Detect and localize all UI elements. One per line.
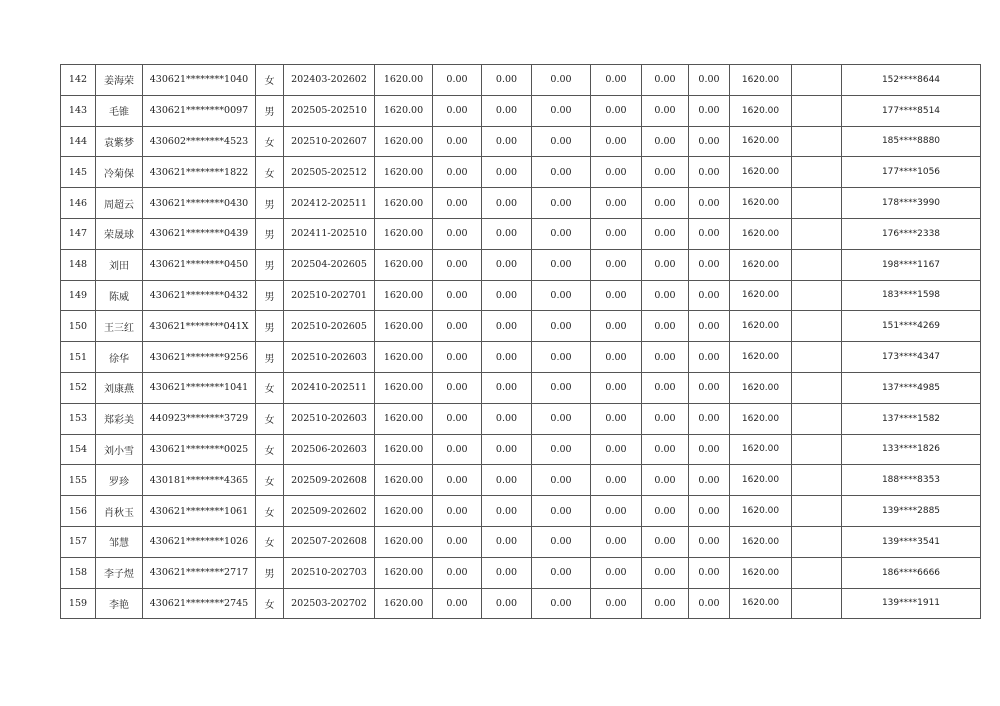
name-cell: 刘康燕 bbox=[96, 372, 143, 403]
table-row bbox=[61, 434, 981, 465]
value-cell-1: 0.00 bbox=[433, 65, 482, 96]
phone-cell: 185****8880 bbox=[842, 126, 981, 157]
total-cell: 1620.00 bbox=[730, 372, 792, 403]
amount-cell: 1620.00 bbox=[375, 65, 433, 96]
gender-cell: 女 bbox=[256, 465, 284, 496]
gender-cell: 男 bbox=[256, 218, 284, 249]
value-cell-3: 0.00 bbox=[532, 157, 591, 188]
total-cell: 1620.00 bbox=[730, 95, 792, 126]
blank-cell bbox=[792, 403, 842, 434]
total-cell: 1620.00 bbox=[730, 311, 792, 342]
value-cell-1: 0.00 bbox=[433, 372, 482, 403]
blank-cell bbox=[792, 372, 842, 403]
period-cell: 202507-202608 bbox=[284, 526, 375, 557]
id-number-cell: 440923********3729 bbox=[143, 403, 256, 434]
value-cell-5: 0.00 bbox=[642, 126, 689, 157]
phone-cell: 137****1582 bbox=[842, 403, 981, 434]
period-cell: 202509-202602 bbox=[284, 496, 375, 527]
table-row bbox=[61, 311, 981, 342]
value-cell-4: 0.00 bbox=[591, 526, 642, 557]
table-row bbox=[61, 342, 981, 373]
blank-cell bbox=[792, 188, 842, 219]
phone-cell: 183****1598 bbox=[842, 280, 981, 311]
value-cell-2: 0.00 bbox=[482, 249, 532, 280]
name-cell: 邹慧 bbox=[96, 526, 143, 557]
total-cell: 1620.00 bbox=[730, 557, 792, 588]
value-cell-4: 0.00 bbox=[591, 249, 642, 280]
value-cell-2: 0.00 bbox=[482, 434, 532, 465]
blank-cell bbox=[792, 311, 842, 342]
name-cell: 李子煜 bbox=[96, 557, 143, 588]
value-cell-5: 0.00 bbox=[642, 588, 689, 619]
gender-cell: 男 bbox=[256, 557, 284, 588]
period-cell: 202411-202510 bbox=[284, 218, 375, 249]
value-cell-3: 0.00 bbox=[532, 311, 591, 342]
table-body bbox=[61, 65, 981, 619]
gender-cell: 女 bbox=[256, 126, 284, 157]
value-cell-2: 0.00 bbox=[482, 126, 532, 157]
subsidy-table bbox=[60, 64, 981, 619]
name-cell: 毛锥 bbox=[96, 95, 143, 126]
table-row bbox=[61, 95, 981, 126]
amount-cell: 1620.00 bbox=[375, 557, 433, 588]
period-cell: 202505-202512 bbox=[284, 157, 375, 188]
id-number-cell: 430621********0025 bbox=[143, 434, 256, 465]
blank-cell bbox=[792, 280, 842, 311]
name-cell: 李艳 bbox=[96, 588, 143, 619]
blank-cell bbox=[792, 588, 842, 619]
name-cell: 冷菊保 bbox=[96, 157, 143, 188]
row-number-cell: 147 bbox=[61, 218, 96, 249]
value-cell-6: 0.00 bbox=[689, 372, 730, 403]
id-number-cell: 430621********1061 bbox=[143, 496, 256, 527]
total-cell: 1620.00 bbox=[730, 188, 792, 219]
phone-cell: 186****6666 bbox=[842, 557, 981, 588]
value-cell-1: 0.00 bbox=[433, 588, 482, 619]
table-row bbox=[61, 403, 981, 434]
total-cell: 1620.00 bbox=[730, 496, 792, 527]
table-row bbox=[61, 218, 981, 249]
value-cell-3: 0.00 bbox=[532, 557, 591, 588]
value-cell-4: 0.00 bbox=[591, 280, 642, 311]
value-cell-3: 0.00 bbox=[532, 95, 591, 126]
phone-cell: 177****1056 bbox=[842, 157, 981, 188]
table-row bbox=[61, 249, 981, 280]
blank-cell bbox=[792, 342, 842, 373]
period-cell: 202510-202607 bbox=[284, 126, 375, 157]
value-cell-5: 0.00 bbox=[642, 342, 689, 373]
gender-cell: 女 bbox=[256, 403, 284, 434]
value-cell-1: 0.00 bbox=[433, 311, 482, 342]
table-row bbox=[61, 496, 981, 527]
row-number-cell: 155 bbox=[61, 465, 96, 496]
value-cell-2: 0.00 bbox=[482, 311, 532, 342]
value-cell-6: 0.00 bbox=[689, 65, 730, 96]
value-cell-4: 0.00 bbox=[591, 465, 642, 496]
value-cell-6: 0.00 bbox=[689, 188, 730, 219]
name-cell: 郑彩美 bbox=[96, 403, 143, 434]
value-cell-2: 0.00 bbox=[482, 95, 532, 126]
blank-cell bbox=[792, 557, 842, 588]
row-number-cell: 157 bbox=[61, 526, 96, 557]
row-number-cell: 145 bbox=[61, 157, 96, 188]
amount-cell: 1620.00 bbox=[375, 218, 433, 249]
phone-cell: 139****1911 bbox=[842, 588, 981, 619]
id-number-cell: 430621********0097 bbox=[143, 95, 256, 126]
table-row bbox=[61, 280, 981, 311]
value-cell-1: 0.00 bbox=[433, 188, 482, 219]
gender-cell: 男 bbox=[256, 188, 284, 219]
period-cell: 202510-202603 bbox=[284, 403, 375, 434]
value-cell-1: 0.00 bbox=[433, 280, 482, 311]
row-number-cell: 142 bbox=[61, 65, 96, 96]
blank-cell bbox=[792, 218, 842, 249]
value-cell-4: 0.00 bbox=[591, 403, 642, 434]
value-cell-3: 0.00 bbox=[532, 342, 591, 373]
table-row bbox=[61, 372, 981, 403]
table-row bbox=[61, 588, 981, 619]
value-cell-3: 0.00 bbox=[532, 249, 591, 280]
gender-cell: 女 bbox=[256, 65, 284, 96]
phone-cell: 133****1826 bbox=[842, 434, 981, 465]
value-cell-3: 0.00 bbox=[532, 65, 591, 96]
row-number-cell: 153 bbox=[61, 403, 96, 434]
gender-cell: 女 bbox=[256, 526, 284, 557]
value-cell-1: 0.00 bbox=[433, 342, 482, 373]
value-cell-5: 0.00 bbox=[642, 372, 689, 403]
row-number-cell: 150 bbox=[61, 311, 96, 342]
phone-cell: 137****4985 bbox=[842, 372, 981, 403]
value-cell-5: 0.00 bbox=[642, 557, 689, 588]
value-cell-6: 0.00 bbox=[689, 496, 730, 527]
gender-cell: 女 bbox=[256, 372, 284, 403]
total-cell: 1620.00 bbox=[730, 342, 792, 373]
total-cell: 1620.00 bbox=[730, 65, 792, 96]
amount-cell: 1620.00 bbox=[375, 280, 433, 311]
amount-cell: 1620.00 bbox=[375, 95, 433, 126]
value-cell-2: 0.00 bbox=[482, 280, 532, 311]
period-cell: 202506-202603 bbox=[284, 434, 375, 465]
value-cell-6: 0.00 bbox=[689, 434, 730, 465]
value-cell-2: 0.00 bbox=[482, 65, 532, 96]
amount-cell: 1620.00 bbox=[375, 188, 433, 219]
gender-cell: 女 bbox=[256, 434, 284, 465]
blank-cell bbox=[792, 526, 842, 557]
value-cell-4: 0.00 bbox=[591, 434, 642, 465]
id-number-cell: 430621********1041 bbox=[143, 372, 256, 403]
value-cell-5: 0.00 bbox=[642, 465, 689, 496]
value-cell-5: 0.00 bbox=[642, 434, 689, 465]
phone-cell: 188****8353 bbox=[842, 465, 981, 496]
phone-cell: 151****4269 bbox=[842, 311, 981, 342]
id-number-cell: 430602********4523 bbox=[143, 126, 256, 157]
gender-cell: 女 bbox=[256, 588, 284, 619]
value-cell-2: 0.00 bbox=[482, 157, 532, 188]
row-number-cell: 143 bbox=[61, 95, 96, 126]
phone-cell: 178****3990 bbox=[842, 188, 981, 219]
id-number-cell: 430621********0432 bbox=[143, 280, 256, 311]
value-cell-2: 0.00 bbox=[482, 465, 532, 496]
row-number-cell: 159 bbox=[61, 588, 96, 619]
row-number-cell: 151 bbox=[61, 342, 96, 373]
period-cell: 202403-202602 bbox=[284, 65, 375, 96]
row-number-cell: 154 bbox=[61, 434, 96, 465]
value-cell-4: 0.00 bbox=[591, 342, 642, 373]
phone-cell: 173****4347 bbox=[842, 342, 981, 373]
value-cell-3: 0.00 bbox=[532, 188, 591, 219]
value-cell-3: 0.00 bbox=[532, 126, 591, 157]
id-number-cell: 430621********1040 bbox=[143, 65, 256, 96]
value-cell-3: 0.00 bbox=[532, 496, 591, 527]
value-cell-3: 0.00 bbox=[532, 526, 591, 557]
total-cell: 1620.00 bbox=[730, 434, 792, 465]
value-cell-4: 0.00 bbox=[591, 65, 642, 96]
period-cell: 202509-202608 bbox=[284, 465, 375, 496]
value-cell-5: 0.00 bbox=[642, 249, 689, 280]
total-cell: 1620.00 bbox=[730, 126, 792, 157]
total-cell: 1620.00 bbox=[730, 280, 792, 311]
gender-cell: 女 bbox=[256, 496, 284, 527]
value-cell-2: 0.00 bbox=[482, 342, 532, 373]
id-number-cell: 430621********041X bbox=[143, 311, 256, 342]
value-cell-3: 0.00 bbox=[532, 280, 591, 311]
value-cell-6: 0.00 bbox=[689, 342, 730, 373]
value-cell-2: 0.00 bbox=[482, 403, 532, 434]
value-cell-6: 0.00 bbox=[689, 95, 730, 126]
phone-cell: 139****3541 bbox=[842, 526, 981, 557]
value-cell-2: 0.00 bbox=[482, 372, 532, 403]
value-cell-1: 0.00 bbox=[433, 526, 482, 557]
phone-cell: 176****2338 bbox=[842, 218, 981, 249]
name-cell: 袁紫梦 bbox=[96, 126, 143, 157]
period-cell: 202410-202511 bbox=[284, 372, 375, 403]
value-cell-3: 0.00 bbox=[532, 218, 591, 249]
amount-cell: 1620.00 bbox=[375, 588, 433, 619]
value-cell-1: 0.00 bbox=[433, 557, 482, 588]
value-cell-5: 0.00 bbox=[642, 95, 689, 126]
value-cell-3: 0.00 bbox=[532, 434, 591, 465]
value-cell-5: 0.00 bbox=[642, 526, 689, 557]
name-cell: 姜海荣 bbox=[96, 65, 143, 96]
period-cell: 202510-202701 bbox=[284, 280, 375, 311]
value-cell-3: 0.00 bbox=[532, 588, 591, 619]
blank-cell bbox=[792, 496, 842, 527]
period-cell: 202510-202703 bbox=[284, 557, 375, 588]
table-row bbox=[61, 157, 981, 188]
value-cell-1: 0.00 bbox=[433, 496, 482, 527]
table-row bbox=[61, 526, 981, 557]
row-number-cell: 144 bbox=[61, 126, 96, 157]
amount-cell: 1620.00 bbox=[375, 157, 433, 188]
value-cell-3: 0.00 bbox=[532, 372, 591, 403]
name-cell: 王三红 bbox=[96, 311, 143, 342]
table-row bbox=[61, 65, 981, 96]
value-cell-6: 0.00 bbox=[689, 557, 730, 588]
id-number-cell: 430621********2745 bbox=[143, 588, 256, 619]
row-number-cell: 152 bbox=[61, 372, 96, 403]
name-cell: 周超云 bbox=[96, 188, 143, 219]
amount-cell: 1620.00 bbox=[375, 311, 433, 342]
total-cell: 1620.00 bbox=[730, 157, 792, 188]
id-number-cell: 430621********2717 bbox=[143, 557, 256, 588]
value-cell-1: 0.00 bbox=[433, 249, 482, 280]
table-row bbox=[61, 557, 981, 588]
value-cell-2: 0.00 bbox=[482, 588, 532, 619]
amount-cell: 1620.00 bbox=[375, 465, 433, 496]
value-cell-2: 0.00 bbox=[482, 188, 532, 219]
gender-cell: 女 bbox=[256, 157, 284, 188]
name-cell: 陈威 bbox=[96, 280, 143, 311]
name-cell: 荣晟球 bbox=[96, 218, 143, 249]
row-number-cell: 156 bbox=[61, 496, 96, 527]
row-number-cell: 158 bbox=[61, 557, 96, 588]
value-cell-6: 0.00 bbox=[689, 526, 730, 557]
value-cell-6: 0.00 bbox=[689, 311, 730, 342]
total-cell: 1620.00 bbox=[730, 588, 792, 619]
value-cell-2: 0.00 bbox=[482, 526, 532, 557]
value-cell-5: 0.00 bbox=[642, 188, 689, 219]
blank-cell bbox=[792, 157, 842, 188]
value-cell-1: 0.00 bbox=[433, 434, 482, 465]
value-cell-1: 0.00 bbox=[433, 95, 482, 126]
amount-cell: 1620.00 bbox=[375, 434, 433, 465]
value-cell-6: 0.00 bbox=[689, 280, 730, 311]
id-number-cell: 430621********0430 bbox=[143, 188, 256, 219]
row-number-cell: 148 bbox=[61, 249, 96, 280]
value-cell-1: 0.00 bbox=[433, 465, 482, 496]
blank-cell bbox=[792, 126, 842, 157]
id-number-cell: 430621********0450 bbox=[143, 249, 256, 280]
table-row bbox=[61, 126, 981, 157]
value-cell-3: 0.00 bbox=[532, 465, 591, 496]
period-cell: 202504-202605 bbox=[284, 249, 375, 280]
value-cell-1: 0.00 bbox=[433, 157, 482, 188]
id-number-cell: 430621********1822 bbox=[143, 157, 256, 188]
name-cell: 徐华 bbox=[96, 342, 143, 373]
value-cell-4: 0.00 bbox=[591, 218, 642, 249]
value-cell-5: 0.00 bbox=[642, 496, 689, 527]
value-cell-4: 0.00 bbox=[591, 188, 642, 219]
name-cell: 刘田 bbox=[96, 249, 143, 280]
value-cell-1: 0.00 bbox=[433, 126, 482, 157]
value-cell-3: 0.00 bbox=[532, 403, 591, 434]
phone-cell: 198****1167 bbox=[842, 249, 981, 280]
blank-cell bbox=[792, 95, 842, 126]
gender-cell: 男 bbox=[256, 311, 284, 342]
period-cell: 202510-202603 bbox=[284, 342, 375, 373]
amount-cell: 1620.00 bbox=[375, 372, 433, 403]
value-cell-4: 0.00 bbox=[591, 588, 642, 619]
blank-cell bbox=[792, 249, 842, 280]
gender-cell: 男 bbox=[256, 342, 284, 373]
value-cell-1: 0.00 bbox=[433, 403, 482, 434]
name-cell: 罗珍 bbox=[96, 465, 143, 496]
gender-cell: 男 bbox=[256, 280, 284, 311]
phone-cell: 152****8644 bbox=[842, 65, 981, 96]
total-cell: 1620.00 bbox=[730, 526, 792, 557]
total-cell: 1620.00 bbox=[730, 249, 792, 280]
value-cell-2: 0.00 bbox=[482, 218, 532, 249]
name-cell: 肖秋玉 bbox=[96, 496, 143, 527]
value-cell-4: 0.00 bbox=[591, 95, 642, 126]
value-cell-1: 0.00 bbox=[433, 218, 482, 249]
value-cell-6: 0.00 bbox=[689, 403, 730, 434]
id-number-cell: 430621********0439 bbox=[143, 218, 256, 249]
value-cell-2: 0.00 bbox=[482, 557, 532, 588]
id-number-cell: 430181********4365 bbox=[143, 465, 256, 496]
amount-cell: 1620.00 bbox=[375, 126, 433, 157]
value-cell-6: 0.00 bbox=[689, 126, 730, 157]
value-cell-5: 0.00 bbox=[642, 65, 689, 96]
period-cell: 202503-202702 bbox=[284, 588, 375, 619]
value-cell-5: 0.00 bbox=[642, 403, 689, 434]
row-number-cell: 149 bbox=[61, 280, 96, 311]
id-number-cell: 430621********9256 bbox=[143, 342, 256, 373]
blank-cell bbox=[792, 65, 842, 96]
total-cell: 1620.00 bbox=[730, 465, 792, 496]
period-cell: 202412-202511 bbox=[284, 188, 375, 219]
value-cell-6: 0.00 bbox=[689, 249, 730, 280]
value-cell-5: 0.00 bbox=[642, 311, 689, 342]
value-cell-2: 0.00 bbox=[482, 496, 532, 527]
gender-cell: 男 bbox=[256, 249, 284, 280]
value-cell-4: 0.00 bbox=[591, 311, 642, 342]
id-number-cell: 430621********1026 bbox=[143, 526, 256, 557]
phone-cell: 177****8514 bbox=[842, 95, 981, 126]
amount-cell: 1620.00 bbox=[375, 403, 433, 434]
period-cell: 202510-202605 bbox=[284, 311, 375, 342]
amount-cell: 1620.00 bbox=[375, 342, 433, 373]
phone-cell: 139****2885 bbox=[842, 496, 981, 527]
value-cell-6: 0.00 bbox=[689, 157, 730, 188]
gender-cell: 男 bbox=[256, 95, 284, 126]
total-cell: 1620.00 bbox=[730, 403, 792, 434]
name-cell: 刘小雪 bbox=[96, 434, 143, 465]
value-cell-5: 0.00 bbox=[642, 280, 689, 311]
amount-cell: 1620.00 bbox=[375, 249, 433, 280]
row-number-cell: 146 bbox=[61, 188, 96, 219]
value-cell-6: 0.00 bbox=[689, 588, 730, 619]
value-cell-4: 0.00 bbox=[591, 372, 642, 403]
value-cell-4: 0.00 bbox=[591, 557, 642, 588]
blank-cell bbox=[792, 434, 842, 465]
value-cell-6: 0.00 bbox=[689, 218, 730, 249]
table-row bbox=[61, 188, 981, 219]
value-cell-4: 0.00 bbox=[591, 126, 642, 157]
total-cell: 1620.00 bbox=[730, 218, 792, 249]
value-cell-4: 0.00 bbox=[591, 496, 642, 527]
amount-cell: 1620.00 bbox=[375, 496, 433, 527]
value-cell-4: 0.00 bbox=[591, 157, 642, 188]
value-cell-6: 0.00 bbox=[689, 465, 730, 496]
value-cell-5: 0.00 bbox=[642, 157, 689, 188]
blank-cell bbox=[792, 465, 842, 496]
value-cell-5: 0.00 bbox=[642, 218, 689, 249]
amount-cell: 1620.00 bbox=[375, 526, 433, 557]
table-row bbox=[61, 465, 981, 496]
period-cell: 202505-202510 bbox=[284, 95, 375, 126]
